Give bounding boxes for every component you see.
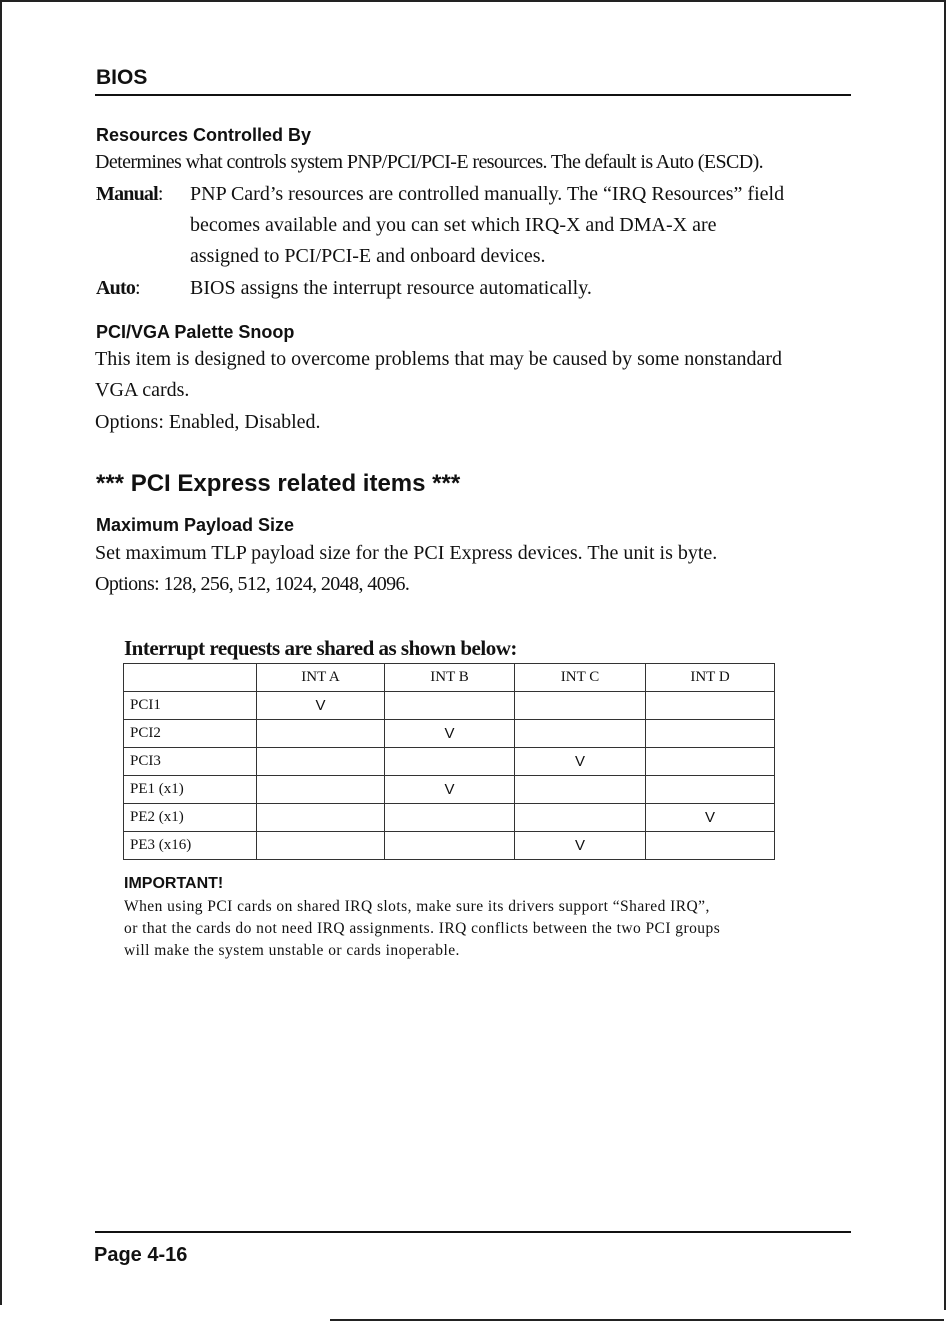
table-cell	[257, 720, 385, 748]
table-row	[124, 776, 775, 804]
header-rule	[95, 94, 851, 96]
irq-table-caption: Interrupt requests are shared as shown below:	[124, 636, 517, 660]
resources-title: Resources Controlled By	[96, 125, 312, 145]
important-line-3: will make the system unstable or cards inoperable.	[124, 942, 460, 959]
table-cell	[646, 720, 775, 748]
page-border-bottom	[330, 1319, 944, 1321]
table-cell	[515, 692, 646, 720]
manual-option-label: Manual:	[96, 183, 164, 205]
row-label: PE2 (x1)	[124, 804, 257, 832]
table-cell	[385, 692, 515, 720]
page-number: Page 4-16	[94, 1244, 188, 1266]
page-border-left	[0, 0, 2, 1305]
palette-snoop-options: Options: Enabled, Disabled.	[95, 411, 321, 433]
table-cell: V	[385, 776, 515, 804]
table-row	[124, 692, 775, 720]
footer-rule	[95, 1231, 851, 1233]
palette-snoop-line-2: VGA cards.	[95, 379, 190, 401]
table-cell: V	[515, 832, 646, 860]
manual-description-line-1: PNP Card’s resources are controlled manually. The “IRQ Resources” field	[190, 183, 785, 205]
auto-description: BIOS assigns the interrupt resource automatically.	[190, 277, 592, 299]
table-cell	[515, 804, 646, 832]
table-cell: V	[257, 692, 385, 720]
row-label: PCI2	[124, 720, 257, 748]
table-cell	[646, 776, 775, 804]
table-row	[124, 804, 775, 832]
header-title: BIOS	[96, 66, 148, 89]
table-cell	[257, 804, 385, 832]
pci-express-heading: *** PCI Express related items ***	[96, 470, 461, 497]
important-line-2: or that the cards do not need IRQ assignments. IRQ conflicts between the two PCI groups	[124, 920, 721, 937]
payload-description: Set maximum TLP payload size for the PCI Express devices. The unit is byte.	[95, 542, 718, 564]
important-title: IMPORTANT!	[124, 875, 224, 892]
table-cell	[385, 804, 515, 832]
irq-sharing-table	[123, 663, 775, 860]
resources-description: Determines what controls system PNP/PCI/PCI-E resources. The default is Auto (ESCD).	[95, 151, 764, 173]
row-label: PCI1	[124, 692, 257, 720]
table-cell	[257, 832, 385, 860]
table-cell	[515, 720, 646, 748]
palette-snoop-line-1: This item is designed to overcome problems that may be caused by some nonstandard	[95, 348, 783, 370]
palette-snoop-title: PCI/VGA Palette Snoop	[96, 322, 295, 342]
table-cell: V	[385, 720, 515, 748]
page-border-right	[944, 0, 946, 1310]
table-cell	[257, 748, 385, 776]
payload-title: Maximum Payload Size	[96, 515, 295, 535]
table-row	[124, 832, 775, 860]
table-header-cell: INT C	[515, 664, 646, 692]
table-cell	[257, 776, 385, 804]
auto-option-label: Auto:	[96, 277, 141, 299]
page-border-top	[0, 0, 944, 2]
table-cell	[646, 692, 775, 720]
row-label: PE3 (x16)	[124, 832, 257, 860]
table-header-row	[124, 664, 775, 692]
important-line-1: When using PCI cards on shared IRQ slots, make sure its drivers support “Shared IRQ”,	[124, 898, 710, 915]
table-cell	[646, 832, 775, 860]
table-cell: V	[646, 804, 775, 832]
table-header-cell: INT D	[646, 664, 775, 692]
table-header-cell: INT B	[385, 664, 515, 692]
table-cell	[515, 776, 646, 804]
manual-description-line-2: becomes available and you can set which IRQ-X and DMA-X are	[190, 214, 717, 236]
row-label: PE1 (x1)	[124, 776, 257, 804]
table-header-cell	[124, 664, 257, 692]
table-cell	[385, 832, 515, 860]
table-row	[124, 720, 775, 748]
table-row	[124, 748, 775, 776]
payload-options: Options: 128, 256, 512, 1024, 2048, 4096.	[95, 573, 410, 595]
row-label: PCI3	[124, 748, 257, 776]
manual-description-line-3: assigned to PCI/PCI-E and onboard devices.	[190, 245, 546, 267]
table-header-cell: INT A	[257, 664, 385, 692]
table-cell	[385, 748, 515, 776]
table-cell: V	[515, 748, 646, 776]
table-cell	[646, 748, 775, 776]
